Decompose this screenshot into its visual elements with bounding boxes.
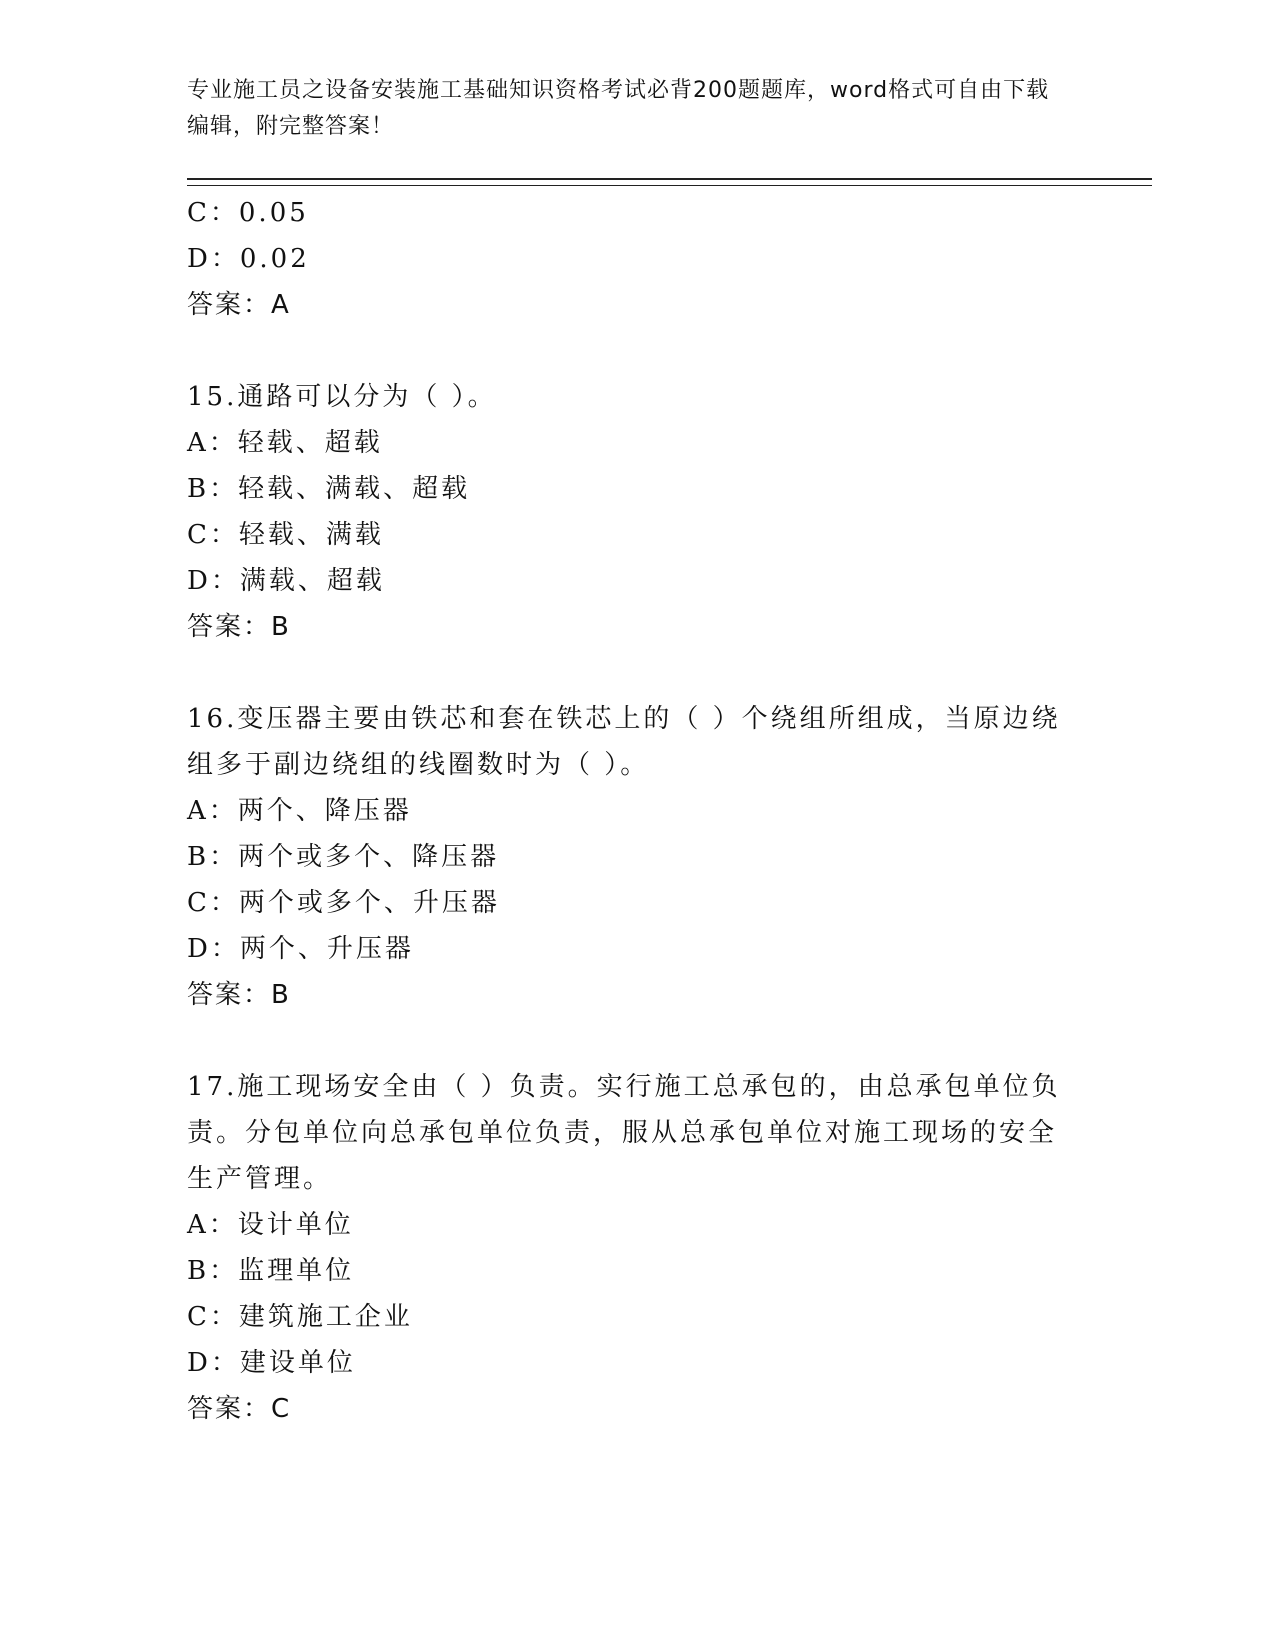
option-c: C：轻载、满载 xyxy=(187,520,384,550)
spacer xyxy=(187,328,1067,374)
option-c: C：两个或多个、升压器 xyxy=(187,888,500,918)
option-b: B：两个或多个、降压器 xyxy=(187,842,500,872)
spacer xyxy=(187,650,1067,696)
question-text: 16.变压器主要由铁芯和套在铁芯上的（ ）个绕组所组成，当原边绕组多于副边绕组的线圈数时为（ ）。 xyxy=(187,704,1061,780)
header-title: 专业施工员之设备安装施工基础知识资格考试必背200题题库，word格式可自由下载编辑，附完整答案！ xyxy=(187,78,1050,139)
option-d: D：0.02 xyxy=(187,244,310,274)
answer-line: 答案：C xyxy=(187,1394,292,1424)
option-d: D：建设单位 xyxy=(187,1348,356,1378)
header-divider xyxy=(187,178,1152,186)
question-16 xyxy=(187,696,1067,1018)
option-a: A：设计单位 xyxy=(187,1210,354,1240)
option-b: B：监理单位 xyxy=(187,1256,355,1286)
answer-line: 答案：B xyxy=(187,612,291,642)
question-text: 17.施工现场安全由（ ）负责。实行施工总承包的，由总承包单位负责。分包单位向总承包单位负责，服从总承包单位对施工现场的安全生产管理。 xyxy=(187,1072,1061,1194)
page-header xyxy=(187,73,1067,145)
question-15 xyxy=(187,374,1067,650)
answer-line: 答案：A xyxy=(187,290,291,320)
option-a: A：轻载、超载 xyxy=(187,428,383,458)
option-d: D：满载、超载 xyxy=(187,566,385,596)
option-b: B：轻载、满载、超载 xyxy=(187,474,471,504)
question-list xyxy=(187,190,1067,1432)
option-a: A：两个、降压器 xyxy=(187,796,412,826)
option-c: C：建筑施工企业 xyxy=(187,1302,413,1332)
option-d: D：两个、升压器 xyxy=(187,934,414,964)
answer-line: 答案：B xyxy=(187,980,291,1010)
option-c: C：0.05 xyxy=(187,198,309,228)
partial-question xyxy=(187,190,1067,328)
question-17 xyxy=(187,1064,1067,1432)
spacer xyxy=(187,1018,1067,1064)
question-text: 15.通路可以分为（ ）。 xyxy=(187,382,497,412)
